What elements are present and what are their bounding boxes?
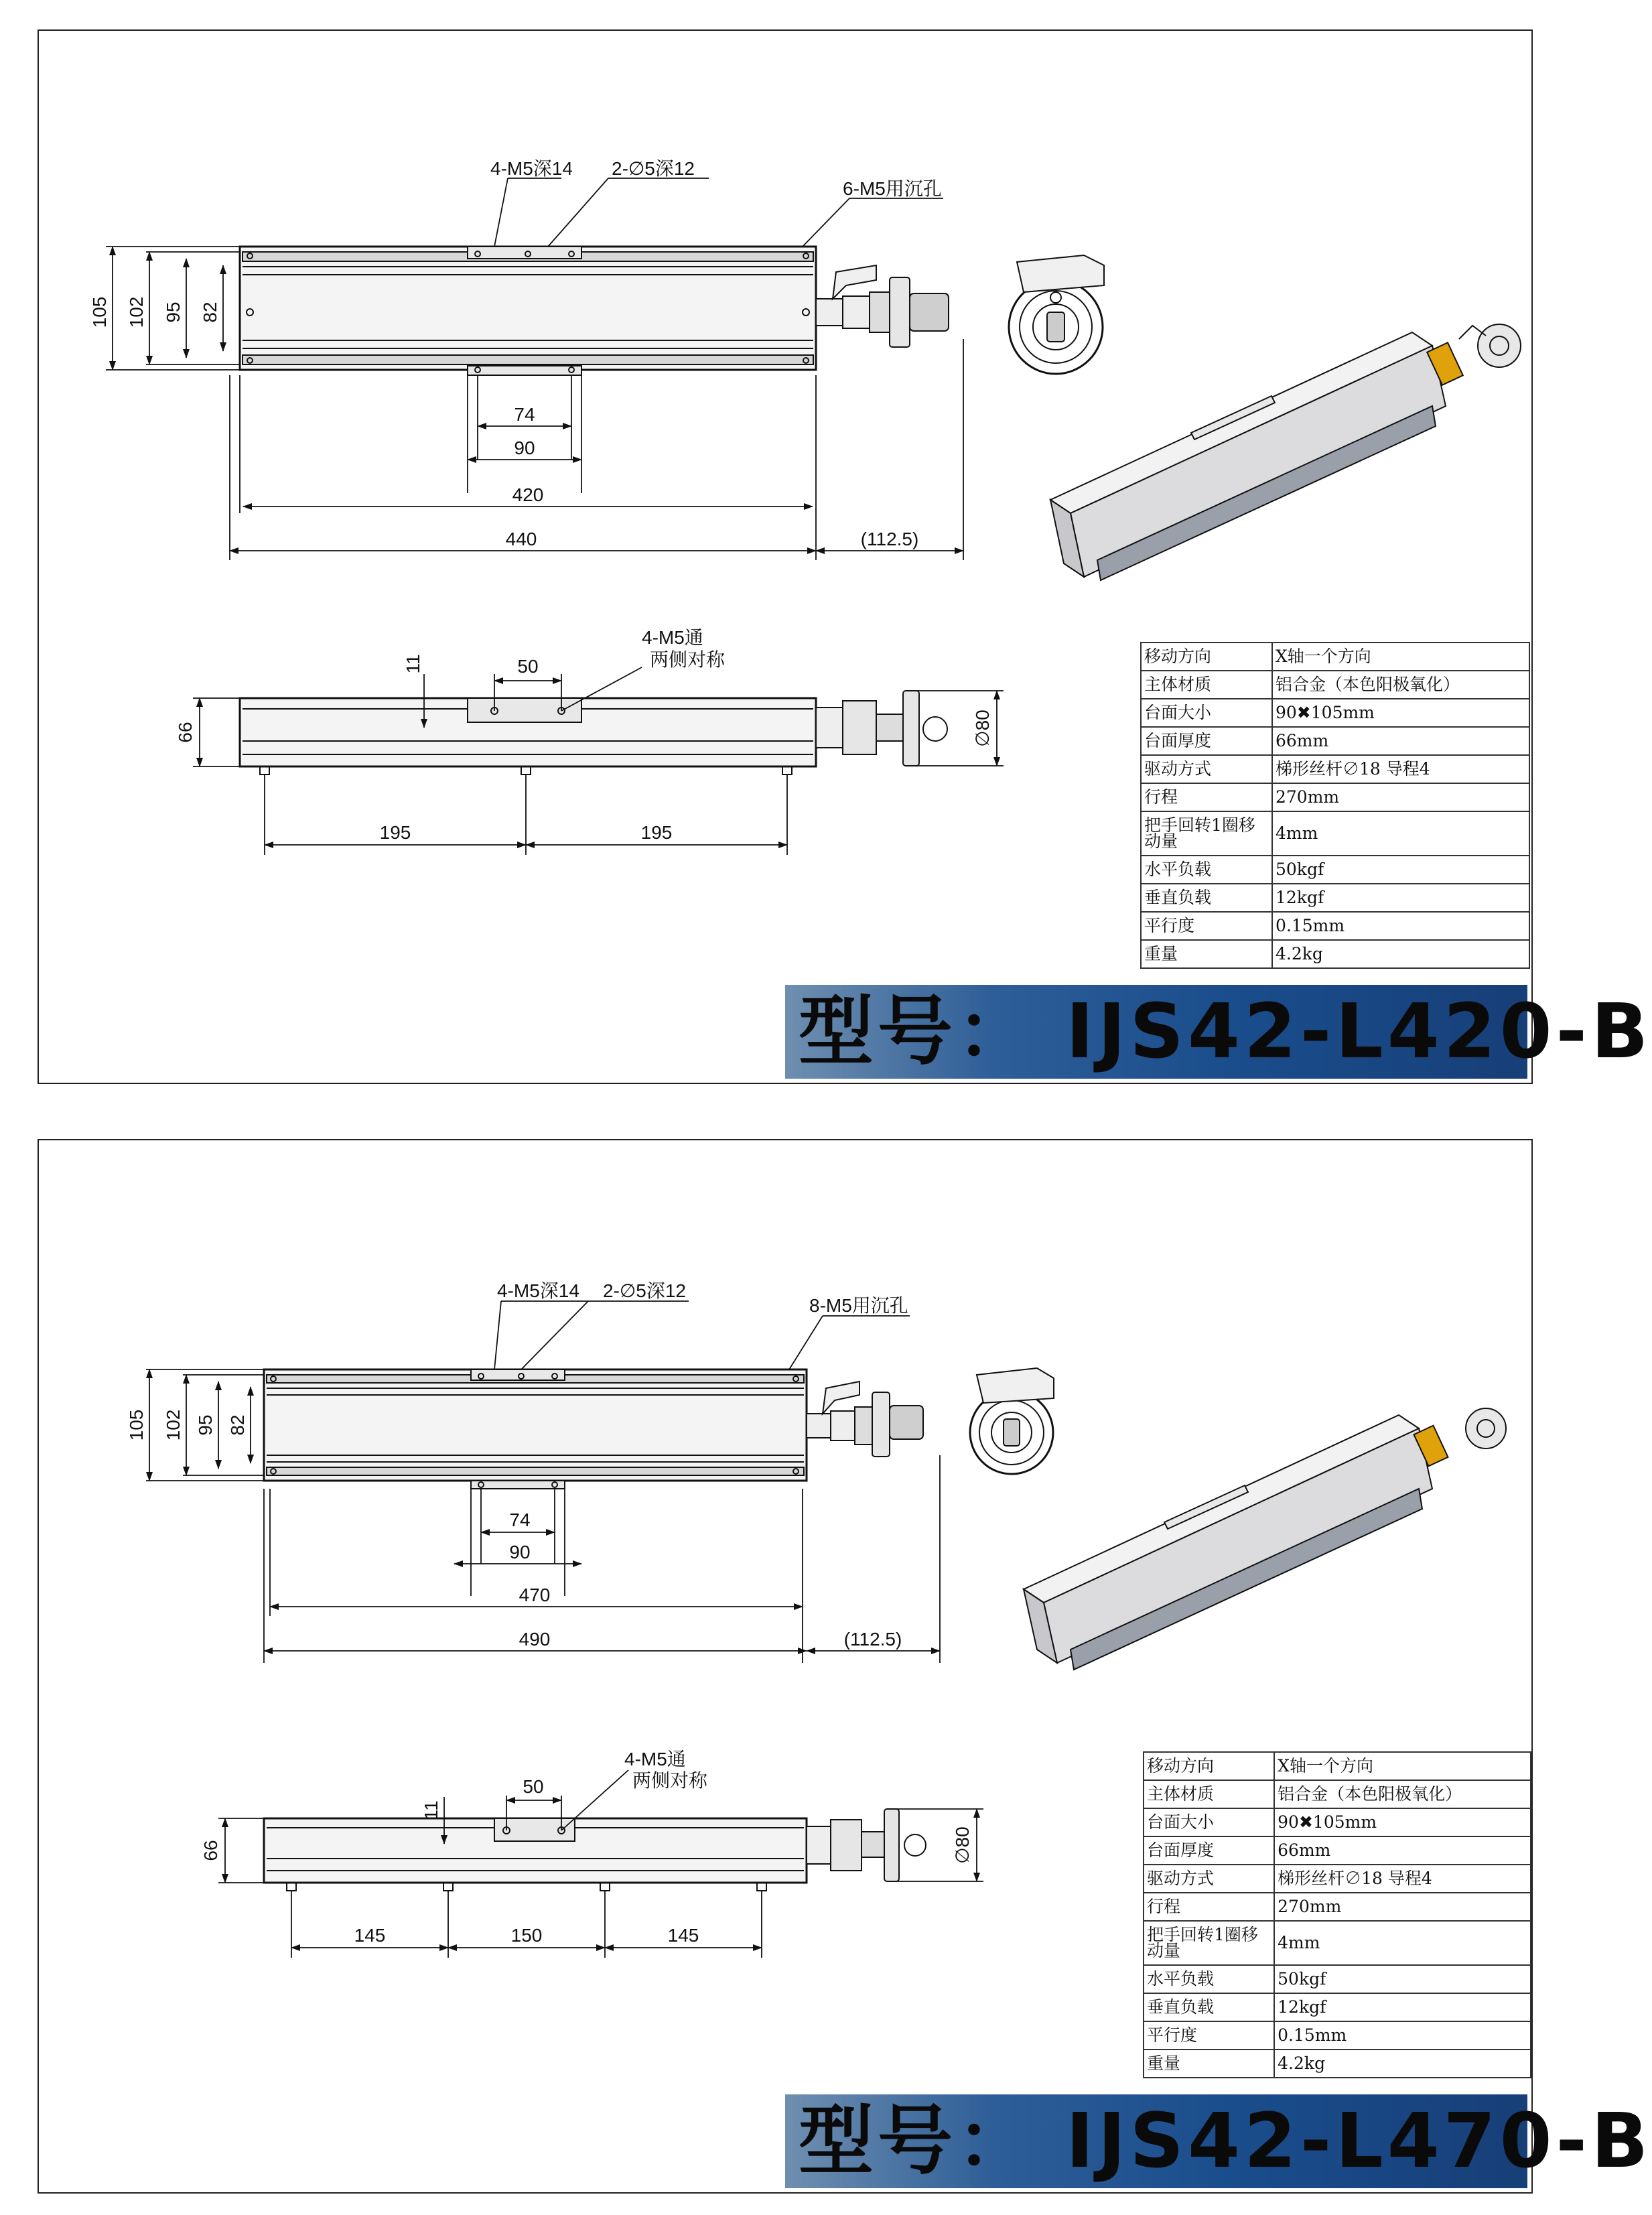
label-side-hole-1: 4-M5通 <box>624 1749 686 1769</box>
label-dim-66: 66 <box>200 1840 221 1861</box>
spec-key: 主体材质 <box>1144 1780 1274 1808</box>
model-banner-1 <box>785 985 1652 1079</box>
label-dim-handle: (112.5) <box>843 1629 902 1650</box>
spec-key: 重量 <box>1141 940 1272 968</box>
spec-key: 台面厚度 <box>1144 1836 1274 1865</box>
spec-key: 台面大小 <box>1141 699 1272 727</box>
label-dim-50: 50 <box>517 656 539 677</box>
label-dim-11: 11 <box>421 1800 441 1820</box>
spec-key: 垂直负载 <box>1141 884 1272 912</box>
side-view-body <box>240 691 947 775</box>
label-dim-handle: (112.5) <box>860 529 919 549</box>
spec-value: 0.15mm <box>1274 2021 1531 2050</box>
spec-row <box>1141 783 1529 811</box>
label-top-hole-2: 2-∅5深12 <box>612 158 695 179</box>
spec-row <box>1141 643 1529 671</box>
label-dim-50: 50 <box>523 1776 544 1797</box>
spec-key: 重量 <box>1144 2050 1274 2078</box>
spec-value: 90✖105mm <box>1272 699 1529 727</box>
spec-row <box>1141 671 1529 699</box>
spec-row <box>1141 940 1529 968</box>
spec-key: 移动方向 <box>1144 1752 1274 1780</box>
label-dim-11: 11 <box>403 654 423 674</box>
label-dim-74: 74 <box>509 1509 531 1530</box>
handle-assembly-top <box>816 265 949 347</box>
label-dim-66: 66 <box>175 722 196 743</box>
spec-row <box>1144 2050 1531 2078</box>
spec-row <box>1144 1836 1531 1865</box>
label-dim-95: 95 <box>163 301 184 323</box>
label-top-hole-1: 4-M5深14 <box>490 158 573 179</box>
label-dim-105: 105 <box>89 296 110 328</box>
spec-row <box>1141 811 1529 856</box>
spec-value: 66mm <box>1274 1836 1531 1865</box>
spec-row <box>1144 1993 1531 2021</box>
spec-row <box>1141 699 1529 727</box>
spec-row <box>1144 1921 1531 1965</box>
spec-table-1 <box>1140 642 1530 969</box>
label-dim-inner: 420 <box>512 484 544 505</box>
label-dim-seg-1: 145 <box>354 1925 386 1946</box>
spec-value: 12kgf <box>1272 884 1529 912</box>
spec-value: 66mm <box>1272 727 1529 755</box>
handle-assembly-top <box>807 1382 923 1457</box>
spec-value: 4mm <box>1272 811 1529 856</box>
spec-value: X轴一个方向 <box>1274 1752 1531 1780</box>
label-dim-102: 102 <box>126 296 147 328</box>
spec-row <box>1144 1780 1531 1808</box>
spec-key: 驱动方式 <box>1141 755 1272 783</box>
end-view <box>970 1368 1054 1474</box>
spec-value: 50kgf <box>1274 1965 1531 1993</box>
label-dim-dia: ∅80 <box>952 1826 973 1864</box>
spec-key: 台面大小 <box>1144 1808 1274 1836</box>
spec-row <box>1144 1893 1531 1921</box>
spec-value: 4.2kg <box>1272 940 1529 968</box>
spec-value: 270mm <box>1272 783 1529 811</box>
spec-value: 梯形丝杆∅18 导程4 <box>1274 1865 1531 1893</box>
label-dim-82: 82 <box>200 301 220 323</box>
model-banner-2 <box>785 2094 1652 2188</box>
top-view-body <box>264 1369 807 1489</box>
label-dim-90: 90 <box>509 1542 531 1562</box>
spec-key: 平行度 <box>1144 2021 1274 2050</box>
spec-value: 270mm <box>1274 1893 1531 1921</box>
spec-row <box>1144 1752 1531 1780</box>
label-dim-102: 102 <box>163 1409 184 1441</box>
label-dim-seg-2: 195 <box>640 822 673 843</box>
isometric-view <box>1024 1408 1506 1670</box>
model-title: 型号： IJS42-L470-B <box>799 2098 1652 2185</box>
label-dim-95: 95 <box>195 1414 216 1436</box>
spec-value: 90✖105mm <box>1274 1808 1531 1836</box>
spec-key: 行程 <box>1141 783 1272 811</box>
spec-value: X轴一个方向 <box>1272 643 1529 671</box>
label-top-hole-2: 2-∅5深12 <box>603 1280 687 1301</box>
spec-key: 平行度 <box>1141 912 1272 940</box>
spec-table-2 <box>1143 1751 1531 2078</box>
spec-key: 把手回转1圈移动量 <box>1141 811 1272 856</box>
spec-value: 4.2kg <box>1274 2050 1531 2078</box>
drawing-sheet-1 <box>38 29 1652 1084</box>
spec-value: 4mm <box>1274 1921 1531 1965</box>
spec-row <box>1144 1965 1531 1993</box>
top-view-body <box>240 247 816 375</box>
label-dim-dia: ∅80 <box>972 710 993 747</box>
spec-row <box>1141 884 1529 912</box>
label-side-hole-2: 两侧对称 <box>650 649 726 670</box>
spec-key: 水平负载 <box>1141 856 1272 884</box>
spec-key: 台面厚度 <box>1141 727 1272 755</box>
label-side-hole-2: 两侧对称 <box>632 1770 708 1791</box>
label-dim-74: 74 <box>514 404 535 425</box>
label-dim-outer: 440 <box>505 529 537 549</box>
isometric-view <box>1050 324 1521 580</box>
end-view <box>1009 255 1104 374</box>
spec-key: 移动方向 <box>1141 643 1272 671</box>
label-dim-inner: 470 <box>519 1585 551 1605</box>
spec-row <box>1141 912 1529 940</box>
spec-row <box>1144 1808 1531 1836</box>
spec-value: 50kgf <box>1272 856 1529 884</box>
drawing-sheet-2 <box>38 1139 1652 2194</box>
spec-key: 垂直负载 <box>1144 1993 1274 2021</box>
label-dim-seg-2: 150 <box>510 1925 543 1946</box>
model-title: 型号： IJS42-L420-B <box>799 988 1652 1075</box>
spec-value: 铝合金（本色阳极氧化） <box>1274 1780 1531 1808</box>
spec-value: 12kgf <box>1274 1993 1531 2021</box>
label-dim-105: 105 <box>126 1409 147 1441</box>
spec-value: 铝合金（本色阳极氧化） <box>1272 671 1529 699</box>
label-dim-outer: 490 <box>519 1629 551 1650</box>
label-dim-seg-1: 195 <box>379 822 411 843</box>
label-side-hole-1: 4-M5通 <box>642 627 703 648</box>
spec-row <box>1141 856 1529 884</box>
spec-value: 0.15mm <box>1272 912 1529 940</box>
label-dim-90: 90 <box>514 438 535 458</box>
spec-row <box>1141 727 1529 755</box>
label-dim-82: 82 <box>227 1414 248 1436</box>
side-view-body <box>264 1809 926 1891</box>
spec-key: 主体材质 <box>1141 671 1272 699</box>
label-top-hole-3: 8-M5用沉孔 <box>809 1295 908 1316</box>
spec-row <box>1144 2021 1531 2050</box>
spec-key: 把手回转1圈移动量 <box>1144 1921 1274 1965</box>
label-top-hole-1: 4-M5深14 <box>497 1280 579 1301</box>
spec-key: 驱动方式 <box>1144 1865 1274 1893</box>
spec-value: 梯形丝杆∅18 导程4 <box>1272 755 1529 783</box>
spec-key: 行程 <box>1144 1893 1274 1921</box>
spec-row <box>1144 1865 1531 1893</box>
label-top-hole-3: 6-M5用沉孔 <box>843 178 942 199</box>
label-dim-seg-3: 145 <box>667 1925 699 1946</box>
spec-key: 水平负载 <box>1144 1965 1274 1993</box>
spec-row <box>1141 755 1529 783</box>
